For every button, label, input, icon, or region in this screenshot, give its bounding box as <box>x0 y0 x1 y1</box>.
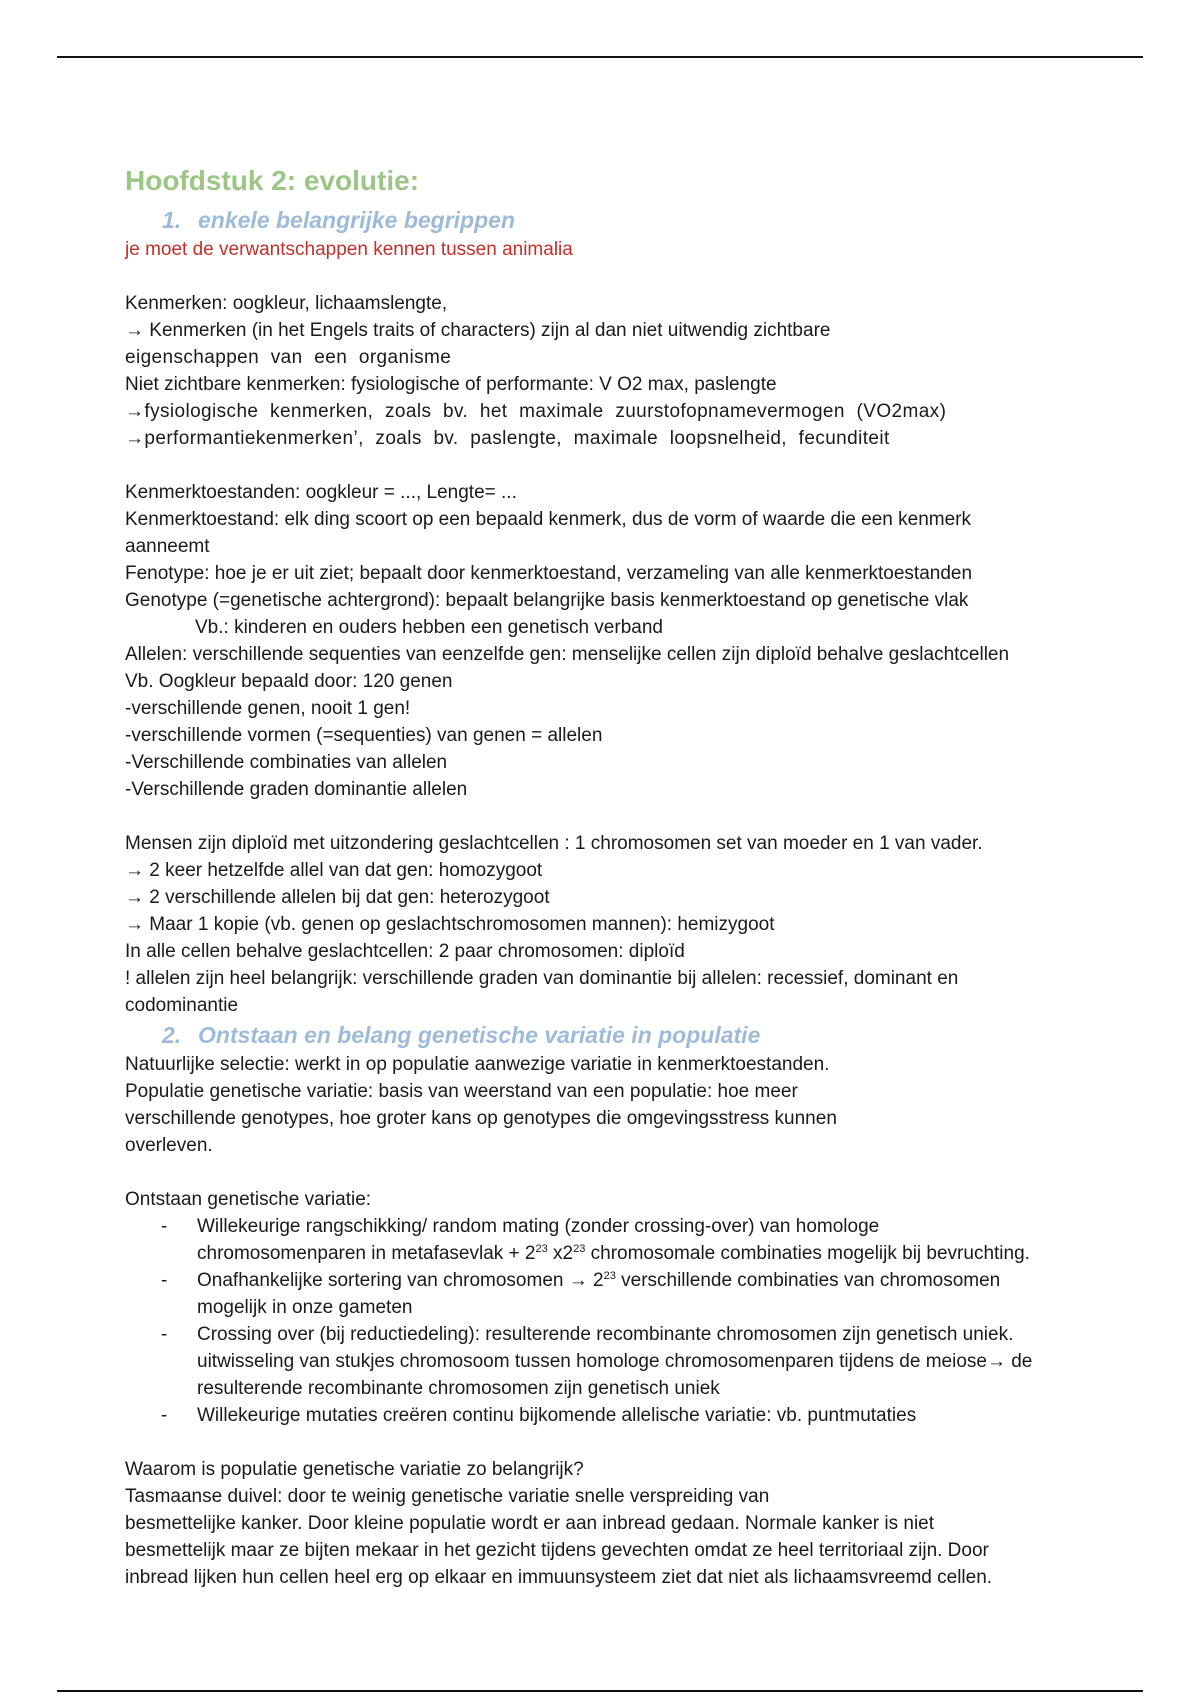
footer-rule <box>57 1690 1143 1692</box>
list-item <box>125 1213 1105 1267</box>
paragraph-line: codominantie <box>125 995 239 1016</box>
spacer <box>125 263 1105 290</box>
paragraph-line: Kenmerken: oogkleur, lichaamslengte, <box>125 293 448 314</box>
paragraph-line: ! allelen zijn heel belangrijk: verschillende graden van dominantie bij allelen: recessief, dominant en <box>125 968 959 989</box>
paragraph-line: -verschillende vormen (=sequenties) van genen = allelen <box>125 725 603 746</box>
section-2-number: 2. <box>162 1022 182 1048</box>
section-2-heading <box>162 1019 1105 1051</box>
list-line: uitwisseling van stukjes chromosoom tussen homologe chromosomenparen tijdens de meiose→ de <box>197 1351 1033 1372</box>
paragraph-line: Mensen zijn diploïd met uitzondering geslachtcellen : 1 chromosomen set van moeder en 1 van vader. <box>125 833 983 854</box>
paragraph-line: inbread lijken hun cellen heel erg op elkaar en immuunsysteem ziet dat niet als lichaamsvreemd cellen. <box>125 1567 993 1588</box>
variation-list <box>125 1213 1105 1429</box>
chapter-heading: Hoofdstuk 2: evolutie: <box>125 165 420 196</box>
bullet-dash: - <box>161 1324 168 1345</box>
paragraph-line: →performantiekenmerken’, zoals bv. paslengte, maximale loopsnelheid, fecunditeit <box>125 428 890 449</box>
section-1-number: 1. <box>162 207 182 233</box>
exponent: 23 <box>535 1243 548 1255</box>
paragraph-line: → 2 keer hetzelfde allel van dat gen: homozygoot <box>125 860 543 881</box>
section-1-note: je moet de verwantschappen kennen tussen animalia <box>125 239 573 260</box>
paragraph-line: Vb. Oogkleur bepaald door: 120 genen <box>125 671 453 692</box>
paragraph-line: eigenschappen van een organisme <box>125 347 452 368</box>
exponent: 23 <box>573 1243 586 1255</box>
list-item <box>125 1267 1105 1321</box>
exponent: 23 <box>603 1270 616 1282</box>
question-line: Waarom is populatie genetische variatie zo belangrijk? <box>125 1459 584 1480</box>
bullet-dash: - <box>161 1216 168 1237</box>
paragraph-line: verschillende genotypes, hoe groter kans op genotypes die omgevingsstress kunnen <box>125 1108 837 1129</box>
list-text: chromosomenparen in metafasevlak + 2 <box>197 1243 536 1264</box>
variation-title: Ontstaan genetische variatie: <box>125 1189 372 1210</box>
list-line: Crossing over (bij reductiedeling): resulterende recombinante chromosomen zijn genetisch uniek. <box>197 1324 1014 1345</box>
paragraph-line: → Maar 1 kopie (vb. genen op geslachtschromosomen mannen): hemizygoot <box>125 914 775 935</box>
list-text: x2 <box>547 1243 574 1264</box>
section-2-title: Ontstaan en belang genetische variatie in populatie <box>198 1022 761 1048</box>
paragraph-line: -Verschillende graden dominantie allelen <box>125 779 468 800</box>
list-line: resulterende recombinante chromosomen zijn genetisch uniek <box>197 1378 720 1399</box>
bullet-dash: - <box>161 1270 168 1291</box>
paragraph-line: Populatie genetische variatie: basis van weerstand van een populatie: hoe meer <box>125 1081 798 1102</box>
spacer <box>125 1429 1105 1456</box>
paragraph-line: -verschillende genen, nooit 1 gen! <box>125 698 411 719</box>
list-line <box>197 1267 1105 1294</box>
paragraph-line: Niet zichtbare kenmerken: fysiologische of performante: V O2 max, paslengte <box>125 374 777 395</box>
paragraph-line: Allelen: verschillende sequenties van eenzelfde gen: menselijke cellen zijn diploïd behalve geslachtcellen <box>125 644 1010 665</box>
paragraph-line: besmettelijk maar ze bijten mekaar in het gezicht tijdens gevechten omdat ze heel territoriaal zijn. Door <box>125 1540 989 1561</box>
paragraph-line: besmettelijke kanker. Door kleine populatie wordt er aan inbread gedaan. Normale kanker is niet <box>125 1513 935 1534</box>
spacer <box>125 1159 1105 1186</box>
list-item <box>125 1402 1105 1429</box>
paragraph-line-indented: Vb.: kinderen en ouders hebben een genetisch verband <box>195 617 663 638</box>
list-text: verschillende combinaties van chromosomen <box>615 1270 1001 1291</box>
section-1-heading <box>162 204 1105 236</box>
header-rule <box>57 56 1143 58</box>
document-body <box>125 164 1105 1591</box>
list-line <box>197 1240 1105 1267</box>
spacer <box>125 803 1105 830</box>
list-line: Willekeurige mutaties creëren continu bijkomende allelische variatie: vb. puntmutaties <box>197 1405 917 1426</box>
paragraph-line: Fenotype: hoe je er uit ziet; bepaalt door kenmerktoestand, verzameling van alle kenmerktoestanden <box>125 563 973 584</box>
bullet-dash: - <box>161 1405 168 1426</box>
paragraph-line: Kenmerktoestand: elk ding scoort op een bepaald kenmerk, dus de vorm of waarde die een kenmerk <box>125 509 971 530</box>
paragraph-line: Kenmerktoestanden: oogkleur = ..., Lengte= ... <box>125 482 517 503</box>
paragraph-line: →fysiologische kenmerken, zoals bv. het maximale zuurstofopnamevermogen (VO2max) <box>125 401 947 422</box>
paragraph-line: In alle cellen behalve geslachtcellen: 2 paar chromosomen: diploïd <box>125 941 685 962</box>
paragraph-line: → Kenmerken (in het Engels traits of characters) zijn al dan niet uitwendig zichtbare <box>125 320 831 341</box>
section-1-title: enkele belangrijke begrippen <box>198 207 515 233</box>
list-item <box>125 1321 1105 1402</box>
list-line: Willekeurige rangschikking/ random mating (zonder crossing-over) van homologe <box>197 1216 880 1237</box>
paragraph-line: Genotype (=genetische achtergrond): bepaalt belangrijke basis kenmerktoestand op genetische vlak <box>125 590 969 611</box>
paragraph-line: Tasmaanse duivel: door te weinig genetische variatie snelle verspreiding van <box>125 1486 770 1507</box>
paragraph-line: aanneemt <box>125 536 210 557</box>
list-line: mogelijk in onze gameten <box>197 1297 413 1318</box>
paragraph-line: -Verschillende combinaties van allelen <box>125 752 448 773</box>
spacer <box>125 452 1105 479</box>
paragraph-line: → 2 verschillende allelen bij dat gen: heterozygoot <box>125 887 550 908</box>
paragraph-line: Natuurlijke selectie: werkt in op populatie aanwezige variatie in kenmerktoestanden. <box>125 1054 830 1075</box>
paragraph-line: overleven. <box>125 1135 213 1156</box>
list-text: Onafhankelijke sortering van chromosomen → 2 <box>197 1270 604 1291</box>
list-text: chromosomale combinaties mogelijk bij bevruchting. <box>585 1243 1030 1264</box>
